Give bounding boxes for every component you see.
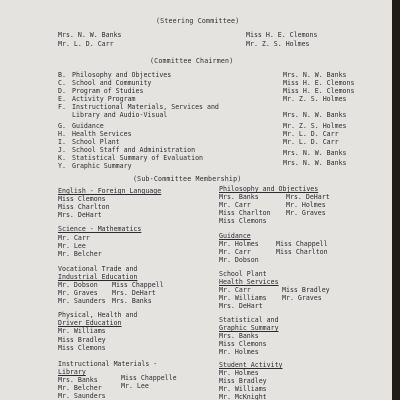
member: Mr. Carr [219,201,251,209]
chair-letter: E. [58,95,66,103]
member: Mrs. Banks [112,297,152,305]
subcommittee-title: Driver Education [58,319,122,327]
chair-topic: Program of Studies [72,87,144,95]
member: Mrs. DeHart [286,193,330,201]
subcommittee-title: Statistical and [219,316,279,324]
subcommittee-title: School Plant [219,270,267,278]
chairmen-heading: (Committee Chairmen) [150,57,234,65]
chair-topic: Activity Program [72,95,136,103]
member: Mr. Belcher [58,384,102,392]
member: Miss Clemons [58,195,106,203]
subcommittee-title: Health Services [219,278,279,286]
member: Miss Bradley [58,336,106,344]
chair-topic: Graphic Summary [72,162,132,170]
member: Mr. Lee [121,382,149,390]
chair-letter: I. [58,138,66,146]
member: Mr. Williams [219,385,267,393]
chair-name: Mrs. N. W. Banks [283,149,347,157]
chair-name: Miss H. E. Clemons [283,79,355,87]
chair-letter: G. [58,122,66,130]
chair-letter: K. [58,154,66,162]
member: Miss Bradley [282,286,330,294]
steering-heading: (Steering Committee) [156,17,240,25]
subcommittee-title: Guidance [219,232,251,240]
chair-topic: School Staff and Administration [72,146,196,154]
chair-topic: Library and Audio-Visual [72,111,168,119]
member: Mr. Belcher [58,250,102,258]
chair-topic: Statistical Summary of Evaluation [72,154,204,162]
subcommittee-title: Philosophy and Objectives [219,185,319,193]
subcommittee-title: Physical, Health and [58,311,138,319]
member: Mr. Williams [219,294,267,302]
subcommittee-title: Student Activity [219,361,283,369]
member: Mrs. DeHart [58,211,102,219]
chair-letter: D. [58,87,66,95]
chair-letter: J. [58,146,66,154]
member: Mr. Holmes [286,201,326,209]
member: Miss Chappell [112,281,164,289]
page-edge-shadow [392,0,400,400]
member: Mr. Holmes [219,348,259,356]
steering-member: Mr. L. D. Carr [58,40,114,48]
member: Mr. Dobson [58,281,98,289]
member: Miss Clemons [219,217,267,225]
chair-topic: Health Services [72,130,132,138]
member: Mr. Carr [58,234,90,242]
member: Miss Charlton [58,203,110,211]
subcommittee-title: Graphic Summary [219,324,279,332]
member: Mrs. DeHart [219,302,263,310]
member: Mr. Graves [58,289,98,297]
chair-name: Mrs. N. W. Banks [283,159,347,167]
member: Mr. McKnight [219,393,267,400]
member: Mrs. DeHart [112,289,156,297]
member: Miss Chappell [276,240,328,248]
chair-topic: Philosophy and Objectives [72,71,172,79]
member: Mr. Lee [58,242,86,250]
member: Miss Clemons [58,344,106,352]
member: Mr. Carr [219,286,251,294]
subcommittee-title: Industrial Education [58,273,138,281]
chair-letter: C. [58,79,66,87]
member: Mr. Graves [282,294,322,302]
member: Mrs. Banks [58,376,98,384]
chair-name: Mr. Z. S. Holmes [283,95,347,103]
subcommittee-title: Vocational Trade and [58,265,138,273]
member: Miss Charlton [276,248,328,256]
member: Mr. Holmes [219,369,259,377]
subcommittee-heading: (Sub-Committee Membership) [133,175,242,183]
member: Mr. Saunders [58,392,106,400]
member: Mr. Graves [286,209,326,217]
chair-letter: B. [58,71,66,79]
chair-name: Mrs. N. W. Banks [283,111,347,119]
subcommittee-title: Library [58,368,86,376]
member: Miss Charlton [219,209,271,217]
chair-topic: Guidance [72,122,104,130]
chair-letter: F. [58,103,66,111]
member: Mr. Dobson [219,256,259,264]
member: Miss Clemons [219,340,267,348]
chair-topic: School Plant [72,138,120,146]
steering-member: Mrs. N. W. Banks [58,31,122,39]
subcommittee-title: Instructional Materials - [58,360,158,368]
chair-topic: Instructional Materials, Services and [72,103,219,111]
chair-letter: Y. [58,162,66,170]
chair-name: Mr. Z. S. Holmes [283,122,347,130]
member: Mr. Williams [58,327,106,335]
steering-member: Mr. Z. S. Holmes [246,40,310,48]
member: Mr. Holmes [219,240,259,248]
subcommittee-title: English - Foreign Language [58,187,162,195]
member: Mrs. Banks [219,193,259,201]
chair-name: Mr. L. D. Carr [283,138,339,146]
member: Miss Chappelle [121,374,177,382]
member: Mr. Saunders [58,297,106,305]
chair-topic: School and Community [72,79,152,87]
chair-name: Mrs. N. W. Banks [283,71,347,79]
steering-member: Miss H. E. Clemons [246,31,318,39]
chair-name: Mr. L. D. Carr [283,130,339,138]
subcommittee-title: Science - Mathematics [58,225,142,233]
member: Mr. Carr [219,248,251,256]
chair-name: Miss H. E. Clemons [283,87,355,95]
chair-letter: H. [58,130,66,138]
member: Mrs. Banks [219,332,259,340]
member: Miss Bradley [219,377,267,385]
